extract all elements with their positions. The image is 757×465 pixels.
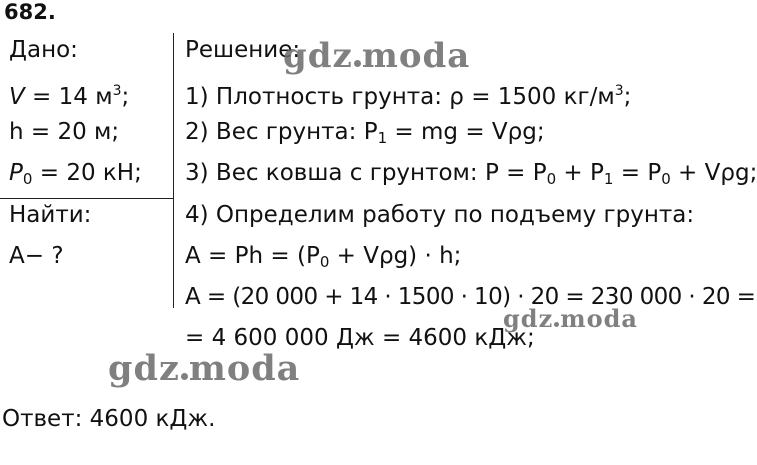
work-calculation-line-1: A = (20 000 + 14 · 1500 · 10) · 20 = 230 000 · 20 = bbox=[185, 284, 756, 310]
watermark-middle-right: moda bbox=[560, 304, 638, 333]
given-volume bbox=[9, 76, 129, 112]
watermark-middle bbox=[503, 304, 638, 333]
watermark-bottom-left: gdz bbox=[108, 348, 180, 389]
volume-symbol: V bbox=[9, 84, 25, 110]
step-1-text: 1) Плотность грунта: ρ = 1500 кг/м bbox=[185, 84, 615, 110]
solution-step-3 bbox=[185, 158, 757, 194]
bucket-weight-value: = 20 кН; bbox=[32, 160, 142, 186]
solution-step-4: 4) Определим работу по подъему грунта: bbox=[185, 202, 695, 228]
step-3-text: 3) Вес ковша с грунтом: P = P bbox=[185, 160, 547, 186]
watermark-top-dot bbox=[354, 60, 361, 67]
problem-number: 682. bbox=[4, 0, 56, 24]
find-target: A− ? bbox=[9, 243, 64, 269]
step-3-part-2: + P bbox=[556, 160, 604, 186]
answer-line: Ответ: 4600 кДж. bbox=[2, 406, 216, 432]
work-formula-text: A = Ph = (P bbox=[185, 243, 320, 269]
solution-step-2 bbox=[185, 117, 545, 153]
step-2-text: 2) Вес грунта: P bbox=[185, 119, 378, 145]
step-2-formula: = mg = Vρg; bbox=[387, 119, 545, 145]
work-formula-subscript: 0 bbox=[319, 253, 330, 271]
volume-end: ; bbox=[121, 84, 130, 110]
watermark-bottom bbox=[108, 348, 300, 389]
watermark-top-right: moda bbox=[361, 36, 471, 76]
solution-step-1 bbox=[185, 76, 631, 112]
watermark-bottom-right: moda bbox=[188, 348, 301, 389]
given-heading: Дано: bbox=[9, 37, 78, 63]
step-3-part-4: + Vρg; bbox=[670, 160, 757, 186]
bucket-weight-symbol: P bbox=[9, 160, 23, 186]
step-1-end: ; bbox=[623, 84, 632, 110]
step-3-subscript-1: 0 bbox=[546, 170, 557, 188]
work-formula bbox=[185, 241, 461, 277]
bucket-weight-subscript: 0 bbox=[22, 170, 33, 188]
work-formula-end: + Vρg) · h; bbox=[329, 243, 462, 269]
step-2-subscript: 1 bbox=[377, 129, 388, 147]
watermark-top bbox=[283, 36, 470, 76]
watermark-middle-dot bbox=[554, 322, 559, 327]
volume-exponent: 3 bbox=[112, 83, 122, 99]
watermark-top-left: gdz bbox=[283, 36, 353, 76]
step-3-subscript-3: 0 bbox=[661, 170, 671, 188]
find-heading: Найти: bbox=[9, 202, 92, 228]
step-3-subscript-2: 1 bbox=[603, 170, 614, 188]
watermark-middle-left: gdz bbox=[503, 304, 554, 333]
table-divider-vertical bbox=[173, 33, 174, 308]
step-1-exponent: 3 bbox=[614, 83, 624, 99]
given-bucket-weight bbox=[9, 158, 142, 194]
volume-value: = 14 м bbox=[24, 84, 113, 110]
step-3-part-3: = P bbox=[613, 160, 662, 186]
given-height: h = 20 м; bbox=[9, 119, 120, 145]
work-calculation-line-2: = 4 600 000 Дж = 4600 кДж; bbox=[185, 325, 535, 351]
solution-heading: Решение: bbox=[185, 37, 301, 63]
watermark-bottom-dot bbox=[181, 373, 188, 380]
table-divider-horizontal bbox=[0, 198, 174, 199]
